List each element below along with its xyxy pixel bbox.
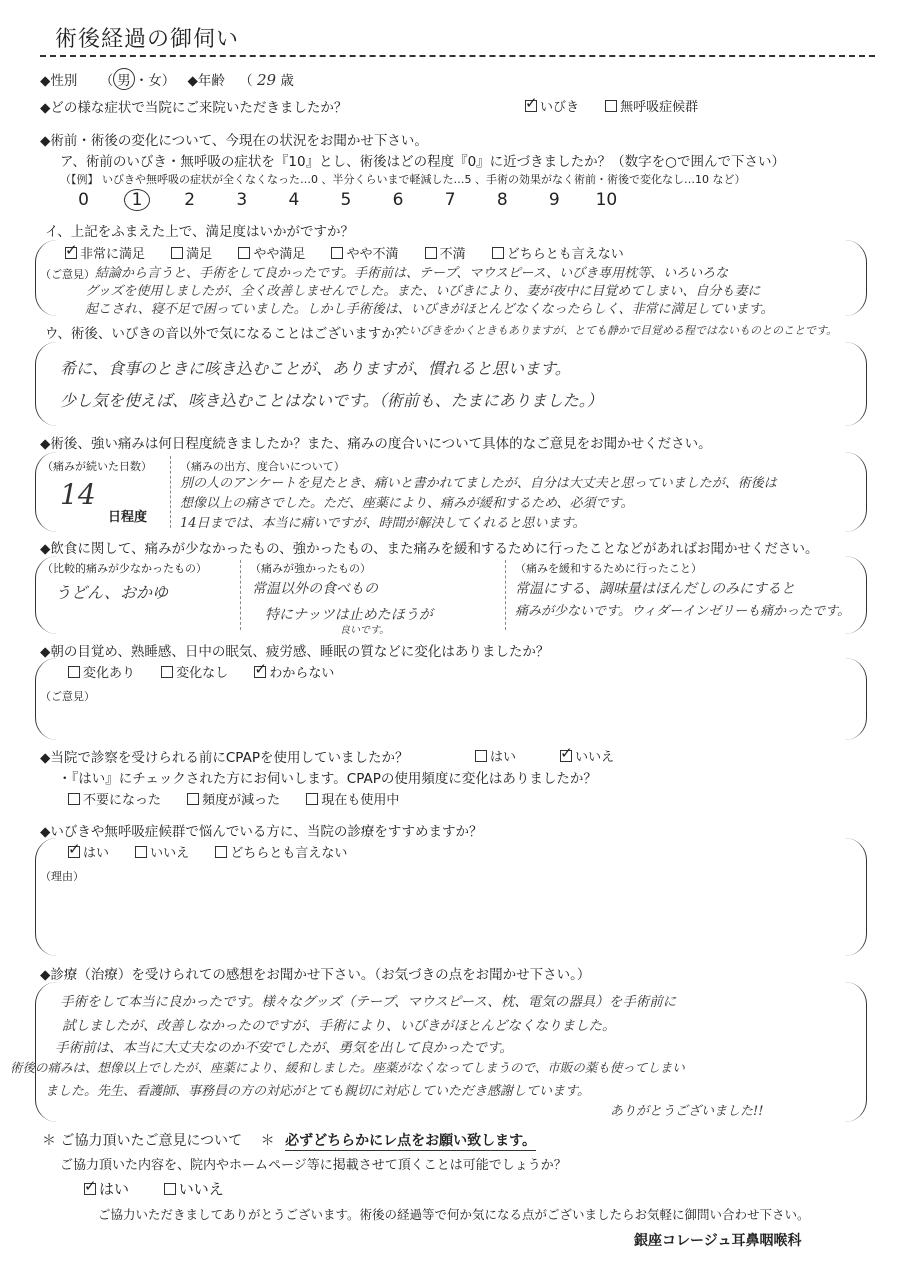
pain-divider xyxy=(170,456,171,528)
scale-8[interactable]: 8 xyxy=(496,190,508,210)
recommend-neither-checkbox[interactable] xyxy=(215,846,227,858)
food-strong-label: （痛みが強かったもの） xyxy=(250,562,371,575)
change-a-question: ア、術前のいびき・無呼吸の症状を『10』とし、術後はどの程度『0』に近づきましたか？（数字を○で囲んで下さい） xyxy=(60,154,785,170)
dissatisfied-checkbox[interactable] xyxy=(425,247,437,259)
food-less-value: うどん、おかゆ xyxy=(55,583,168,602)
clinic-name: 銀座コレージュ耳鼻咽喉科 xyxy=(634,1233,802,1249)
satisfaction-line-2: グッズを使用しましたが、全く改善しませんでした。また、いびきにより、妻が夜中に目覚めてしまい、自分も妻に xyxy=(85,284,761,299)
still-using-checkbox[interactable] xyxy=(306,793,318,805)
morning-options: 変化あり 変化なし ✓ わからない xyxy=(68,662,356,681)
pain-line-2: 想像以上の痛さでした。ただ、座薬により、痛みが緩和するため、必須です。 xyxy=(180,496,634,511)
impression-line-4: 術後の痛みは、想像以上でしたが、座薬により、緩和しました。座薬がなくなってしまうので、市販の薬も使ってしまい xyxy=(10,1060,685,1075)
other-concerns-question: ウ、術後、いびきの音以外で気になることはございますか？ xyxy=(45,326,409,342)
consent-heading: ＊ ご協力頂いたご意見について ＊ 必ずどちらかにレ点をお願い致します。 xyxy=(42,1133,536,1149)
food-divider-1 xyxy=(240,560,241,630)
somewhat-dissatisfied-checkbox[interactable] xyxy=(331,247,343,259)
other-line-1: 希に、食事のときに咳き込むことが、ありますが、慣れると思います。 xyxy=(60,359,571,378)
pain-detail-label: （痛みの出方、度合いについて） xyxy=(180,460,345,473)
cpap-no-checkbox[interactable] xyxy=(560,750,572,762)
pain-days-unit: 日程度 xyxy=(108,510,148,525)
footer-thanks: ご協力いただきましてありがとうございます。術後の経過等で何か気になる点がございましたらお気軽に御問い合わせ下さい。 xyxy=(98,1207,810,1222)
food-divider-2 xyxy=(505,560,506,630)
scale-3[interactable]: 3 xyxy=(236,190,248,210)
change-question: ◆術前・術後の変化について、今現在の状況をお聞かせ下さい。 xyxy=(40,133,428,149)
other-concerns-box xyxy=(35,342,867,426)
food-strong-line-3: 良いです。 xyxy=(340,625,390,636)
food-relief-line-1: 常温にする、調味量はほんだしのみにすると xyxy=(515,581,795,597)
consent-question: ご協力頂いた内容を、院内やホームページ等に掲載させて頂くことは可能でしょうか？ xyxy=(60,1158,567,1173)
cpap-sub-question: ・『はい』にチェックされた方にお伺いします。CPAPの使用頻度に変化はありましたか？ xyxy=(58,771,597,787)
gender-age-row: ◆性別 （ 男 ・女） ◆年齢 （ 29 歳 xyxy=(40,68,294,90)
impression-line-3: 手術前は、本当に大丈夫なのか不安でしたが、勇気を出して良かったです。 xyxy=(55,1040,513,1056)
pain-line-1: 別の人のアンケートを見たとき、痛いと書かれてましたが、自分は大丈夫と思っていましたが、術後は xyxy=(180,476,777,491)
satisfaction-options: ✓非常に満足 満足 やや満足 やや不満 不満 どちらとも言えない xyxy=(65,243,646,262)
cpap-yes-checkbox[interactable] xyxy=(475,750,487,762)
scale-6[interactable]: 6 xyxy=(392,190,404,210)
satisfaction-question: イ、上記をふまえた上で、満足度はいかがですか？ xyxy=(45,224,355,240)
food-question: ◆飲食に関して、痛みが少なかったもの、強かったもの、また痛みを緩和するために行ったことなどがあればお聞かせください。 xyxy=(40,541,819,557)
age-value[interactable]: 29 xyxy=(256,71,277,89)
morning-question: ◆朝の目覚め、熟睡感、日中の眠気、疲労感、睡眠の質などに変化はありましたか？ xyxy=(40,644,550,660)
recommend-reason-label: （理由） xyxy=(40,870,84,883)
symptom-options: ✓ いびき 無呼吸症候群 xyxy=(525,96,720,115)
scale-7[interactable]: 7 xyxy=(444,190,456,210)
gender-male-circled[interactable]: 男 xyxy=(113,68,135,90)
cpap-options: はい ✓ いいえ xyxy=(475,746,636,765)
pain-question: ◆術後、強い痛みは何日程度続きましたか？また、痛みの度合いについて具体的なご意見をお聞かせください。 xyxy=(40,436,712,452)
not-needed-checkbox[interactable] xyxy=(68,793,80,805)
snoring-checkbox[interactable] xyxy=(525,100,537,112)
morning-opinion-label: （ご意見） xyxy=(40,690,95,703)
satisfied-checkbox[interactable] xyxy=(171,247,183,259)
food-strong-line-2: 特にナッツは止めたほうが xyxy=(265,607,433,623)
recommend-question: ◆いびきや無呼吸症候群で悩んでいる方に、当院の診療をすすめますか？ xyxy=(40,824,483,840)
impression-line-2: 試しましたが、改善しなかったのですが、手術により、いびきがほとんどなくなりました。 xyxy=(62,1018,616,1034)
change-example: （【例】 いびきや無呼吸の症状が全くなくなった…0 、半分くらいまで軽減した…5 、手術の効果がなく術前・術後で変化なし…10 など） xyxy=(60,173,746,186)
impression-line-5: ました。先生、看護師、事務員の方の対応がとても親切に対応していただき感謝しています。 xyxy=(45,1084,590,1099)
improvement-scale xyxy=(60,189,630,211)
very-satisfied-checkbox[interactable] xyxy=(65,247,77,259)
consent-no-checkbox[interactable] xyxy=(164,1183,176,1195)
food-relief-label: （痛みを緩和するために行ったこと） xyxy=(515,562,702,575)
other-line-2: 少し気を使えば、咳き込むことはないです。（術前も、たまにありました。） xyxy=(60,391,603,410)
pain-days-label: （痛みが続いた日数） xyxy=(42,460,152,473)
food-strong-line-1: 常温以外の食べもの xyxy=(252,581,378,597)
cpap-sub-options: 不要になった 頻度が減った 現在も使用中 xyxy=(68,789,421,808)
satisfaction-opinion-label: （ご意見） xyxy=(40,268,95,281)
satisfaction-line-1: 結論から言うと、手術をして良かったです。手術前は、テープ、マウスピース、いびき専用枕等、いろいろな xyxy=(95,266,729,281)
gender-female[interactable]: 女 xyxy=(148,73,162,89)
other-concerns-note: たいびきをかくときもありますが、とても静かで目覚める程ではないものとのことです。 xyxy=(398,324,838,337)
scale-9[interactable]: 9 xyxy=(548,190,560,210)
symptom-question: ◆どの様な症状で当院にご来院いただきましたか？ xyxy=(40,100,348,116)
consent-options: ✓はい いいえ xyxy=(84,1178,246,1199)
somewhat-satisfied-checkbox[interactable] xyxy=(238,247,250,259)
scale-5[interactable]: 5 xyxy=(340,190,352,210)
scale-0[interactable]: 0 xyxy=(78,190,89,210)
impression-line-1: 手術をして本当に良かったです。様々なグッズ（テープ、マウスピース、枕、電気の器具）を手術前に xyxy=(60,994,677,1010)
cpap-question: ◆当院で診察を受けられる前にCPAPを使用していましたか？ xyxy=(40,750,409,766)
satisfaction-line-3: 起こされ、寝不足で困っていました。しかし手術後は、いびきがほとんどなくなったらしく、非常に満足しています。 xyxy=(85,302,774,317)
pain-line-3: 14日までは、本当に痛いですが、時間が解決してくれると思います。 xyxy=(180,516,586,531)
recommend-no-checkbox[interactable] xyxy=(135,846,147,858)
impression-line-6: ありがとうございました!! xyxy=(610,1104,764,1119)
title-divider xyxy=(40,55,875,57)
scale-4[interactable]: 4 xyxy=(288,190,300,210)
changed-checkbox[interactable] xyxy=(68,666,80,678)
consent-yes-checkbox[interactable] xyxy=(84,1183,96,1195)
pain-days-value: 14 xyxy=(60,478,96,511)
page-title: 術後経過の御伺い xyxy=(55,27,240,52)
food-less-label: （比較的痛みが少なかったもの） xyxy=(42,562,207,575)
impression-question: ◆診療（治療）を受けられての感想をお聞かせ下さい。（お気づきの点をお聞かせ下さい。） xyxy=(40,967,591,983)
recommend-yes-checkbox[interactable] xyxy=(68,846,80,858)
scale-2[interactable]: 2 xyxy=(184,190,196,210)
neither-checkbox[interactable] xyxy=(492,247,504,259)
food-relief-line-2: 痛みが少ないです。ウィダーインゼリーも痛かったです。 xyxy=(515,604,851,619)
apnea-checkbox[interactable] xyxy=(605,100,617,112)
less-frequent-checkbox[interactable] xyxy=(187,793,199,805)
recommend-options: ✓はい いいえ どちらとも言えない xyxy=(68,842,369,861)
unknown-checkbox[interactable] xyxy=(254,666,266,678)
scale-10[interactable]: 10 xyxy=(595,190,618,210)
scale-1-selected[interactable]: 1 xyxy=(124,189,150,211)
no-change-checkbox[interactable] xyxy=(161,666,173,678)
